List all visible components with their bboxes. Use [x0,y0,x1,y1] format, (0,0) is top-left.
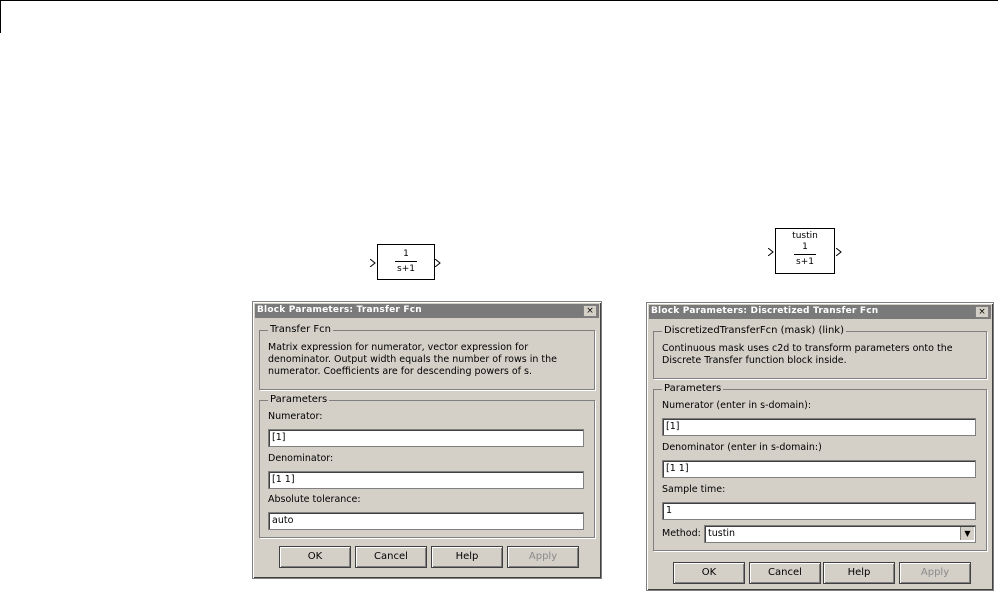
close-icon[interactable]: × [583,305,597,317]
help-button[interactable]: Help [431,546,503,568]
transfer-fcn-dialog [252,301,602,579]
numerator-value: [1] [666,421,680,432]
group-label: Transfer Fcn [270,324,331,335]
numerator-value: [1] [272,432,286,443]
denominator-field[interactable] [662,460,976,478]
group-label: DiscretizedTransferFcn (mask) (link) [664,325,844,336]
apply-button[interactable]: Apply [899,562,971,584]
block-numerator: 1 [403,249,409,259]
block-denominator: s+1 [796,257,814,267]
denominator-label: Denominator (enter in s-domain:) [662,442,822,453]
input-port-icon [768,248,774,256]
discretized-transfer-fcn-block[interactable] [775,228,835,274]
output-port-icon [836,248,842,256]
method-value: tustin [708,528,736,539]
block-denominator: s+1 [397,264,415,274]
absolute-tolerance-field[interactable] [268,512,584,530]
cancel-button[interactable]: Cancel [749,562,821,584]
parameters-group [259,394,595,538]
dialog-title: Block Parameters: Discretized Transfer Fcn [651,306,879,316]
numerator-field[interactable] [268,429,584,447]
ok-button[interactable]: OK [279,546,351,568]
transfer-fcn-block[interactable] [377,244,435,280]
dialog-titlebar[interactable] [649,305,991,319]
sample-time-value: 1 [666,505,673,516]
page-left-rule [0,0,1,33]
numerator-label: Numerator (enter in s-domain): [662,400,812,411]
numerator-label: Numerator: [268,411,323,422]
denominator-label: Denominator: [268,453,334,464]
ok-button[interactable]: OK [673,562,745,584]
fraction-bar [395,261,417,262]
discretized-transfer-fcn-group [653,325,987,379]
group-label: Parameters [664,383,722,394]
method-label: Method: [662,528,701,539]
sample-time-field[interactable] [662,502,976,520]
output-port-icon [435,259,441,267]
parameters-group [653,383,987,551]
sample-time-label: Sample time: [662,484,726,495]
group-label: Parameters [270,394,328,405]
block-description: Matrix expression for numerator, vector expression for denominator. Output width equals the number of rows in the numerator. Coefficients are for descending powers of s. [268,342,558,377]
denominator-value: [1 1] [666,463,689,474]
denominator-field[interactable] [268,471,584,489]
apply-button[interactable]: Apply [507,546,579,568]
discretized-transfer-fcn-dialog [646,302,994,591]
chevron-down-icon[interactable]: ▼ [960,527,974,540]
numerator-field[interactable] [662,418,976,436]
page-top-rule [0,0,998,1]
dialog-title: Block Parameters: Transfer Fcn [257,305,422,315]
absolute-tolerance-value: auto [272,515,294,526]
block-method-label: tustin [792,231,818,241]
dialog-titlebar[interactable] [255,304,599,318]
help-button[interactable]: Help [823,562,895,584]
input-port-icon [370,259,376,267]
absolute-tolerance-label: Absolute tolerance: [268,494,361,505]
block-description: Continuous mask uses c2d to transform parameters onto the Discrete Transfer function block inside. [662,343,953,366]
close-icon[interactable]: × [975,306,989,318]
block-numerator: 1 [802,242,808,252]
fraction-bar [794,254,816,255]
denominator-value: [1 1] [272,474,295,485]
method-select[interactable] [704,525,976,543]
transfer-fcn-group [259,324,595,390]
cancel-button[interactable]: Cancel [355,546,427,568]
